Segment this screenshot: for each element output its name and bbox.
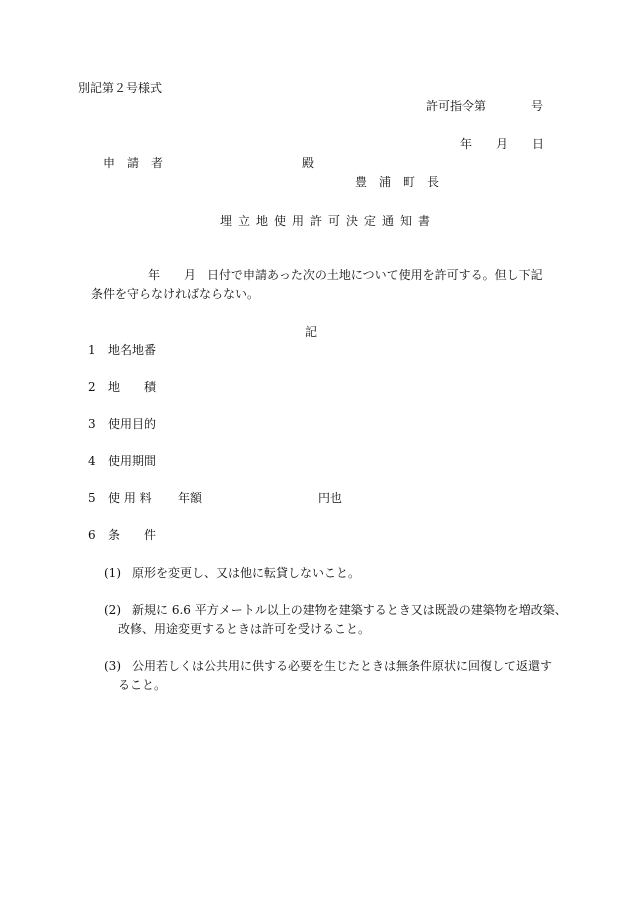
item-label: 使 用 料 — [108, 491, 152, 505]
body-line2: 条件を守らなければならない。 — [91, 287, 260, 301]
item-label: 地 積 — [108, 380, 157, 394]
form-label: 別記第２号様式 — [78, 81, 163, 95]
condition-text-continued: 改修、用途変更するときは許可を受けること。 — [118, 622, 371, 636]
condition-text-continued: ること。 — [118, 678, 167, 692]
condition-number: (2) — [104, 603, 121, 617]
body-line1: 日付で申請あった次の土地について使用を許可する。但し下記 — [207, 268, 543, 282]
applicant-label: 申 請 者 — [103, 156, 164, 170]
item-number: 1 — [88, 343, 96, 357]
applicant-honorific: 殿 — [302, 156, 315, 170]
item-label: 使用目的 — [108, 417, 157, 431]
item-label: 使用期間 — [108, 454, 157, 468]
permit-number-prefix: 許可指令第 — [426, 99, 487, 113]
date-year: 年 — [460, 137, 473, 151]
condition-text: 原形を変更し、又は他に転貸しないこと。 — [132, 566, 361, 580]
issuer: 豊 浦 町 長 — [355, 175, 440, 189]
condition-number: (1) — [104, 566, 121, 580]
date-day: 日 — [532, 137, 545, 151]
annual-amount-label: 年額 — [178, 491, 203, 505]
document-title: 埋立地使用許可決定通知書 — [220, 214, 437, 228]
condition-text: 公用若しくは公共用に供する必要を生じたときは無条件原状に回復して返還す — [132, 659, 553, 673]
condition-text: 新規に 6.6 平方メートル以上の建物を建築するとき又は既設の建築物を増改築、 — [132, 603, 567, 617]
item-number: 2 — [88, 380, 96, 394]
body-year: 年 — [148, 268, 161, 282]
yen-label: 円也 — [318, 491, 343, 505]
item-number: 6 — [88, 528, 96, 542]
item-number: 5 — [88, 491, 96, 505]
item-number: 4 — [88, 454, 96, 468]
body-month: 月 — [184, 268, 197, 282]
ki-heading: 記 — [305, 325, 318, 339]
item-label: 地名地番 — [108, 343, 157, 357]
item-number: 3 — [88, 417, 96, 431]
condition-number: (3) — [104, 659, 121, 673]
permit-number-suffix: 号 — [531, 99, 544, 113]
date-month: 月 — [496, 137, 509, 151]
item-label: 条 件 — [108, 528, 157, 542]
